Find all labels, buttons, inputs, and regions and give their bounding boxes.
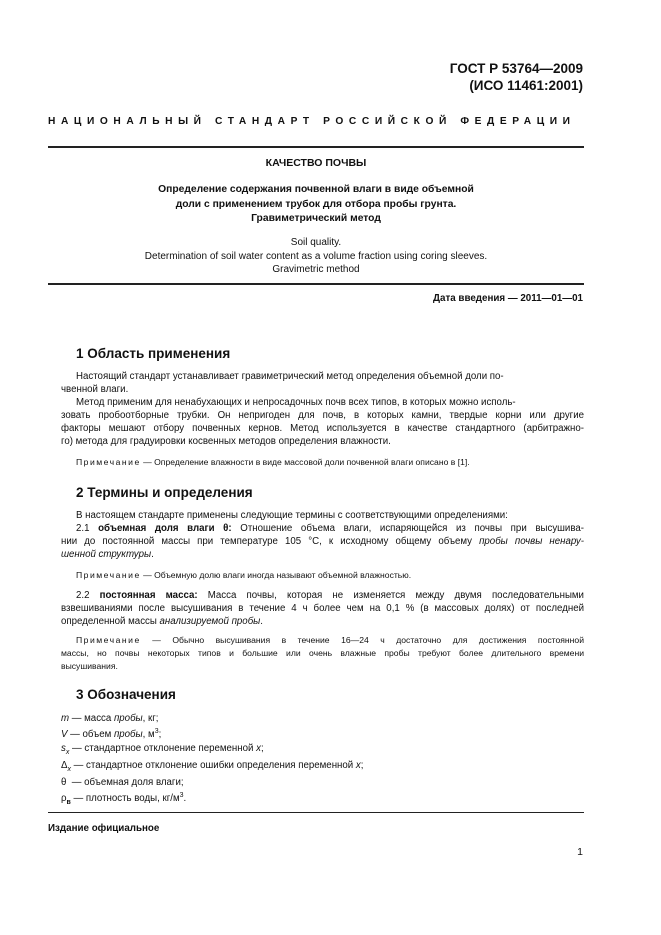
section-3-heading: 3 Обозначения [76,687,176,702]
note-text: высушивания. [61,661,118,671]
note-text: массы, но почвы некоторых типов и большие или очень влажные пробы требуют более длительного времени [61,648,584,658]
symbol-item: $s_x$ — стандартное отклонение переменной x; [61,742,264,756]
subtitle-en-line: Gravimetric method [272,264,360,275]
text-line: зовать пробоотборные трубки. Он непригоден для почв, в которых камни, твердые корни или другие [61,410,584,421]
standard-code [450,60,583,94]
term-2-1-note [76,569,584,582]
symbol-item: $\Delta_x$ — стандартное отклонение ошибки определения переменной x; [61,759,364,773]
subtitle-ru-line: доли с применением трубок для отбора пробы грунта. [175,198,457,210]
section-1-body [76,370,584,383]
edition-label: Издание официальное [48,823,160,834]
page-number: 1 [577,846,583,858]
text-line: чвенной влаги. [61,384,129,395]
term-2-2: постоянная масса: [99,590,198,601]
document-subtitle-en [48,236,584,277]
symbol-item: $\rho_в$ — плотность воды, $кг/м^3$. [61,792,187,807]
note-text: — Объемную долю влаги иногда называют объемной влажностью. [140,570,412,580]
symbol-item: θ — объемная доля влаги; [61,776,184,788]
term-2-2-note [76,634,584,647]
note-text: — Обычно высушивания в течение 16—24 ч достаточно для достижения постоянной [140,635,584,645]
introduction-date: Дата введения — 2011—01—01 [433,293,583,304]
standard-code-gost: ГОСТ Р 53764—2009 [449,61,583,76]
symbols-list [61,712,569,810]
note-label: Примечание [76,457,141,467]
document-subtitle-ru [48,183,584,227]
subtitle-ru-line: Определение содержания почвенной влаги в виде объемной [158,184,474,195]
note-text: — Определение влажности в виде массовой доли почвенной влаги описано в [1]. [140,457,470,467]
text-line: факторы мешают отбору почвенных кернов. Метод используется в качестве стандартного (арбитражно- [61,423,584,434]
term-2-1-line: 2.1 объемная доля влаги θ: Отношение объема влаги, испаряющейся из почвы при высушива- [76,523,584,534]
symbol-item: V — объем пробы, $м^3$; [61,728,162,741]
section-1-note [76,456,584,469]
footer-rule [48,812,584,813]
subtitle-en-line: Determination of soil water content as a volume fraction using coring sleeves. [144,250,488,262]
text-line: Настоящий стандарт устанавливает гравиметрический метод определения объемной доли по- [76,371,504,382]
term-2-2-line: 2.2 постоянная масса: Масса почвы, которая не изменяется между двумя последовательными [76,590,584,601]
subtitle-en-line: Soil quality. [290,237,342,248]
note-label: Примечание [76,635,141,645]
term-2-2-line: взвешиваниями после высушивания в течение 4 ч более чем на 0,1 % (в массовых долях) от последней [61,603,584,614]
section-2-intro: В настоящем стандарте применены следующие термины с соответствующими определениями: [76,510,508,521]
term-2-1-line: шенной структуры. [61,549,154,560]
national-standard-heading: НАЦИОНАЛЬНЫЙ СТАНДАРТ РОССИЙСКОЙ ФЕДЕРАЦИИ [48,116,576,127]
note-label: Примечание [76,570,141,580]
term-2-2-line: определенной массы анализируемой пробы. [61,616,263,627]
term-2-1-line: нии до постоянной массы при температуре 105 °С, к исходному общему объему пробы почвы ненару- [61,536,584,547]
term-2-1: объемная доля влаги [98,523,215,534]
section-2-heading: 2 Термины и определения [76,485,253,500]
text-line: Метод применим для ненабухающих и непросадочных почв всех типов, в которых можно исполь- [76,397,516,408]
subtitle-ru-line: Гравиметрический метод [251,213,381,224]
document-title: КАЧЕСТВО ПОЧВЫ [265,157,367,169]
title-bottom-rule [48,283,584,285]
top-rule [48,146,584,148]
standard-code-iso: (ИСО 11461:2001) [469,78,583,93]
section-1-heading: 1 Область применения [76,346,231,361]
text-line: го) метода для градуировки косвенных методов определения влажности. [61,436,391,447]
symbol-item: m — масса пробы, кг; [61,713,159,724]
